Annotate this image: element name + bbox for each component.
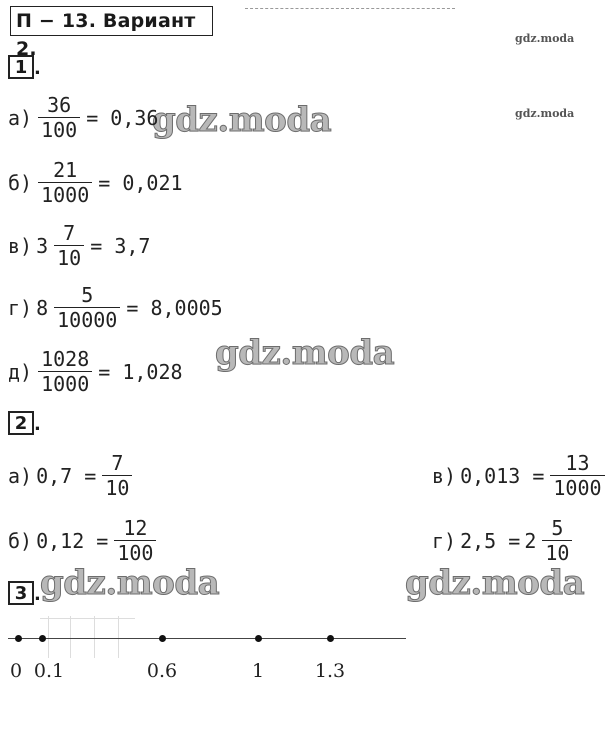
fraction: $\frac{1028}{1000}$ [38,347,92,396]
header-divider [245,8,455,9]
ghost-mark [40,618,135,619]
number-line-label: 1 [251,660,265,682]
task-1-item-a [8,93,158,142]
number-line-label: 0 [9,660,23,682]
item-label: а) [8,463,33,488]
watermark-logo: gdz.moda [152,100,332,140]
item-label: г) [8,295,33,320]
item-result: = 1,028 [98,359,183,384]
whole-part: 3 [36,233,49,258]
fraction: $\frac{5}{10}$ [542,516,572,565]
task-1-heading: 1 . [8,55,41,79]
item-label: г) [432,528,457,553]
ghost-mark [48,616,49,658]
task-number: 1 [8,55,34,79]
fraction: $\frac{7}{10}$ [102,451,132,500]
watermark-small: gdz.moda [515,32,575,45]
ghost-mark [94,616,95,658]
task-2-item-d [432,516,574,565]
whole-part: 8 [36,295,49,320]
item-label: д) [8,359,33,384]
item-lhs: 2,5 = [460,528,521,553]
item-label: а) [8,105,33,130]
item-result: = 8,0005 [126,295,223,320]
number-line-point [159,635,166,642]
ghost-mark [70,616,71,658]
item-result: = 3,7 [90,233,151,258]
page-title: П − 13. Вариант 2. [10,6,213,36]
item-result: = 0,36 [86,105,159,130]
item-lhs: 0,12 = [36,528,109,553]
number-line-point [327,635,334,642]
item-label: б) [8,170,33,195]
item-lhs: 0,7 = [36,463,97,488]
number-line-point [39,635,46,642]
number-line [8,638,406,639]
item-label: в) [432,463,457,488]
task-number: 3 [8,581,34,605]
item-label: б) [8,528,33,553]
fraction: $\frac{5}{10000}$ [54,283,120,332]
item-label: в) [8,233,33,258]
task-2-item-c [432,451,606,500]
whole-part: 2 [524,528,537,553]
task-1-item-c [8,221,150,270]
ghost-mark [118,616,119,658]
watermark-logo: gdz.moda [40,563,220,603]
watermark-logo: gdz.moda [215,333,395,373]
task-2-heading: 2 . [8,411,41,435]
watermark-logo: gdz.moda [405,563,585,603]
item-result: = 0,021 [98,170,183,195]
number-line-label: 0.6 [146,660,178,682]
number-line-label: 0.1 [33,660,65,682]
task-number: 2 [8,411,34,435]
number-line-point [255,635,262,642]
fraction: $\frac{36}{100}$ [38,93,80,142]
fraction: $\frac{7}{10}$ [54,221,84,270]
task-1-item-e [8,347,183,396]
watermark-small: gdz.moda [515,107,575,120]
task-2-item-b [8,516,158,565]
number-line-point [15,635,22,642]
task-1-item-d [8,283,223,332]
fraction: $\frac{21}{1000}$ [38,158,92,207]
task-2-item-a [8,451,134,500]
task-1-item-b [8,158,183,207]
fraction: $\frac{12}{100}$ [114,516,156,565]
task-3-heading: 3 . [8,581,41,605]
number-line-label: 1.3 [314,660,346,682]
fraction: $\frac{13}{1000}$ [550,451,604,500]
item-lhs: 0,013 = [460,463,545,488]
